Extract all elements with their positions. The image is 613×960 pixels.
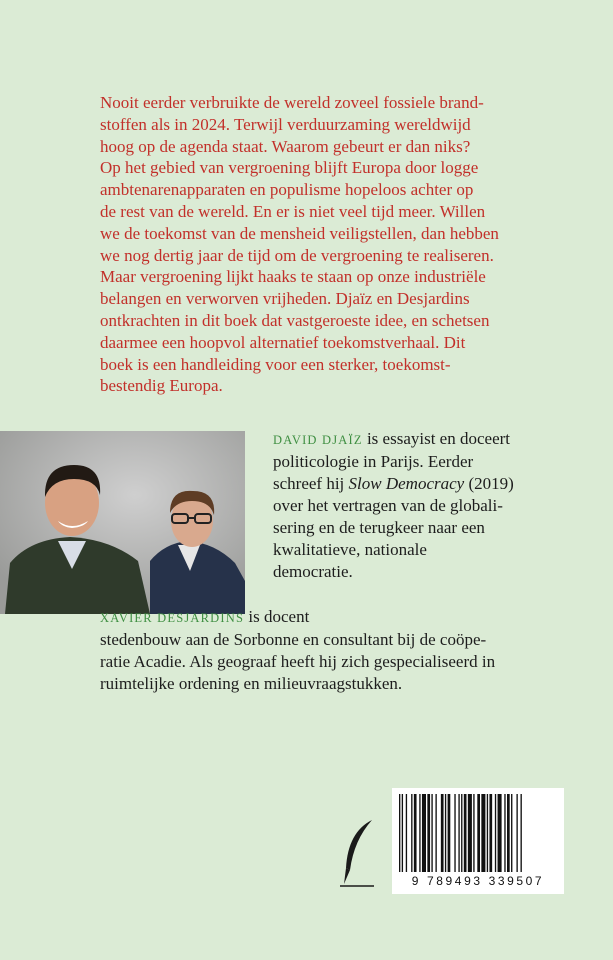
- barcode-bar: [399, 794, 400, 872]
- barcode-bar: [419, 794, 420, 872]
- bio-text: schreef hij: [273, 474, 349, 493]
- blurb-line: belangen en verworven vrijheden. Djaïz en Desjardins: [100, 289, 470, 309]
- barcode-bar: [504, 794, 505, 872]
- blurb-line: boek is een handleiding voor een sterker, toekomst-: [100, 354, 451, 374]
- barcode-bar: [507, 794, 510, 872]
- barcode-bar: [511, 794, 512, 872]
- barcode-bars: [399, 794, 557, 874]
- blurb-line: hoog op de agenda staat. Waarom gebeurt er dan niks?: [100, 136, 471, 156]
- author-photo: [0, 431, 245, 614]
- barcode-bar: [422, 794, 426, 872]
- barcode-bar: [445, 794, 446, 872]
- bio-text: is essayist en doceert: [362, 429, 510, 448]
- barcode-bar: [468, 794, 472, 872]
- blurb-line: daarmee een hoopvol alternatief toekomstverhaal. Dit: [100, 332, 466, 352]
- barcode-bar: [461, 794, 462, 872]
- blurb-line: bestendig Europa.: [100, 376, 223, 396]
- barcode-bar: [454, 794, 455, 872]
- quill-logo-icon: [338, 818, 378, 890]
- blurb-line: Nooit eerder verbruikte de wereld zoveel fossiele brand-: [100, 93, 484, 112]
- bio-text: over het vertragen van de globali-: [273, 496, 503, 515]
- barcode-bar: [441, 794, 444, 872]
- blurb-line: we de toekomst van de mensheid veiligstellen, dan hebben: [100, 223, 499, 243]
- barcode-bar: [435, 794, 436, 872]
- bio-text: stedenbouw aan de Sorbonne en consultant bij de coöpe-: [100, 630, 487, 649]
- barcode-bar: [481, 794, 485, 872]
- barcode-bar: [427, 794, 430, 872]
- blurb-line: Op het gebied van vergroening blijft Europa door logge: [100, 158, 479, 178]
- barcode-bar: [495, 794, 496, 872]
- barcode-bar: [473, 794, 474, 872]
- barcode-bar: [498, 794, 502, 872]
- barcode-bar: [414, 794, 417, 872]
- barcode-bar: [411, 794, 412, 872]
- bio-text: sering en de terugkeer naar een: [273, 518, 485, 537]
- blurb-line: de rest van de wereld. En er is niet veel tijd meer. Willen: [100, 201, 486, 221]
- barcode-bar: [402, 794, 403, 872]
- barcode-bar: [406, 794, 407, 872]
- author-photo-illustration: [0, 431, 245, 614]
- barcode-bar: [477, 794, 480, 872]
- blurb-line: ontkrachten in dit boek dat vastgeroeste idee, en schetsen: [100, 310, 490, 330]
- author-name: DAVID DJAÏZ: [273, 433, 363, 447]
- barcode-bar: [458, 794, 459, 872]
- bio-text: politicologie in Parijs. Eerder: [273, 452, 474, 471]
- blurb-line: stoffen als in 2024. Terwijl verduurzaming wereldwijd: [100, 114, 471, 134]
- author-name: XAVIER DESJARDINS: [100, 611, 245, 625]
- author-bio-djaiz: [273, 428, 573, 583]
- barcode-bar: [448, 794, 451, 872]
- bio-text: is docent: [244, 607, 310, 626]
- barcode-bar: [516, 794, 517, 872]
- barcode-bar: [489, 794, 492, 872]
- barcode-bar: [431, 794, 432, 872]
- bio-text: kwalitatieve, nationale: [273, 540, 427, 559]
- isbn-barcode: [392, 788, 564, 894]
- bio-text: ratie Acadie. Als geograaf heeft hij zich gespecialiseerd in: [100, 652, 496, 671]
- back-cover-blurb: [100, 92, 570, 397]
- bio-text: democratie.: [273, 562, 353, 581]
- bio-text: ruimtelijke ordening en milieuvraagstukken.: [100, 674, 403, 693]
- barcode-bar: [487, 794, 488, 872]
- barcode-bar: [521, 794, 522, 872]
- book-title: Slow Democracy: [348, 474, 465, 493]
- author-bio-desjardins: [100, 606, 575, 695]
- publisher-logo: [338, 818, 378, 895]
- bio-text: (2019): [464, 474, 514, 493]
- blurb-line: we nog dertig jaar de tijd om de vergroening te realiseren.: [100, 245, 494, 265]
- blurb-line: Maar vergroening lijkt haaks te staan op onze industriële: [100, 267, 486, 287]
- blurb-line: ambtenarenapparaten en populisme hopeloos achter op: [100, 180, 474, 200]
- isbn-digits: 9 789493 339507: [411, 874, 545, 888]
- barcode-bar: [464, 794, 467, 872]
